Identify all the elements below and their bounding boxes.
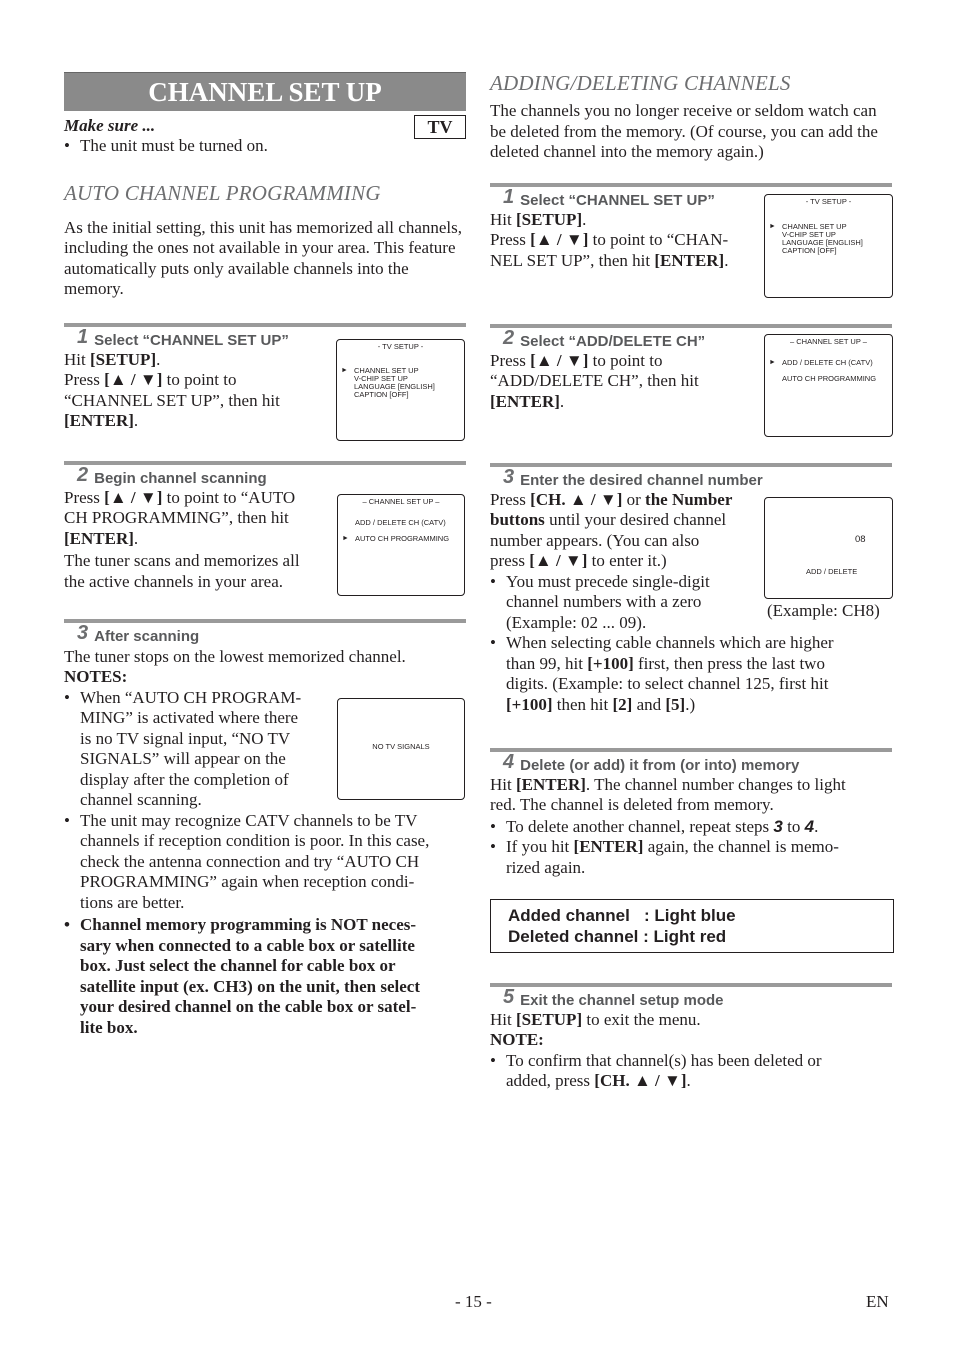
channel-setup-screen: – CHANNEL SET UP – ► ADD / DELETE CH (CATV) AUTO CH PROGRAMMING — [764, 334, 893, 437]
adding-heading: ADDING/DELETING CHANNELS — [490, 71, 791, 95]
add-step-4 — [490, 748, 892, 983]
note-item: • To confirm that channel(s) has been deleted or added, press [CH. ▲ / ▼]. — [490, 1051, 892, 1092]
menu-cursor-icon: ► — [769, 222, 776, 230]
make-sure-item: • The unit must be turned on. — [64, 136, 466, 157]
auto-step-1 — [64, 323, 466, 461]
tv-setup-screen: - TV SETUP - ► CHANNEL SET UP V-CHIP SET UP LANGUAGE [ENGLISH] CAPTION [OFF] — [764, 194, 893, 298]
step-body: Hit [SETUP]. Press [▲ / ▼] to point to “CHANNEL SET UP”, then hit [ENTER]. — [64, 349, 280, 430]
step-title: Select “CHANNEL SET UP” — [94, 331, 289, 349]
example-caption: (Example: CH8) — [767, 600, 880, 620]
step-heading: 3 After scanning — [77, 621, 200, 645]
note-item: • To delete another channel, repeat steps 3 to 4. — [490, 817, 892, 838]
right-column — [490, 72, 892, 1092]
step-body: Hit [ENTER]. The channel number changes to light red. The channel is deleted from memory. — [490, 774, 846, 814]
step-body: Press [▲ / ▼] to point to “AUTO CH PROGRAMMING”, then hit [ENTER]. The tuner scans and memorizes all the active channels in your area. — [64, 487, 300, 591]
add-delete-screen: 08 ADD / DELETE — [764, 497, 893, 599]
tv-setup-screen: - TV SETUP - ► CHANNEL SET UP V-CHIP SET UP LANGUAGE [ENGLISH] CAPTION [OFF] — [336, 339, 465, 441]
step-body: Press [▲ / ▼] to point to “ADD/DELETE CH”, then hit [ENTER]. — [490, 350, 699, 411]
left-column — [64, 72, 466, 1038]
note-item: • When selecting cable channels which are higher than 99, hit [+100] first, then press the last two digits. (Example: to select channel 125, first hit [+100] then hit [2] and [5].) — [490, 633, 892, 715]
note-item: • When “AUTO CH PROGRAM- MING” is activated where there is no TV signal input, “NO TV SIGNALS” will appear on the display after the completion of channel scanning. — [64, 688, 466, 811]
language-code: EN — [866, 1292, 889, 1311]
note-item: • You must precede single-digit channel numbers with a zero (Example: 02 ... 09). — [490, 572, 892, 634]
menu-cursor-icon: ► — [769, 358, 776, 366]
auto-step-2 — [64, 461, 466, 619]
step-heading: 2 Begin channel scanning — [77, 463, 267, 487]
menu-cursor-icon: ► — [342, 534, 349, 542]
tv-tag: TV — [414, 115, 466, 139]
page-title: CHANNEL SET UP — [64, 72, 466, 111]
adding-intro: The channels you no longer receive or seldom watch can be deleted from the memory. (Of course, you can add the deleted channel into the memory again.) — [490, 101, 878, 161]
auto-step-3: 3 After scanning The tuner stops on the lowest memorized channel. NOTES: • When “AUTO CH PROGRAM- MING” is activated where there is no TV signal input, “NO TV SIGNALS” will appear on the display after the completion of channel scanning. • The unit may recognize CATV channels to be TV channels if reception condition is poor. In this case, check the antenna connection and try “AUTO CH PROGRAMMING” again when reception condi- tions are better. • Channel memory programming is NOT neces- sary when connected to a cable box or satellite box. Just select the channel for cable box or satellite input (ex. CH3) on the unit, then select your desired channel on the cable box or satel- lite box. NO TV SIGNALS — [64, 619, 466, 1039]
menu-cursor-icon: ► — [341, 366, 348, 374]
channel-setup-screen: – CHANNEL SET UP – ADD / DELETE CH (CATV) ► AUTO CH PROGRAMMING — [337, 494, 465, 596]
auto-intro: As the initial setting, this unit has memorized all channels, including the ones not available in your area. This feature automatically puts only available channels into the memory. — [64, 217, 463, 298]
make-sure-label: Make sure ... — [64, 116, 156, 135]
add-step-5 — [490, 983, 892, 1092]
note-item: • If you hit [ENTER] again, the channel is memo- rized again. — [490, 837, 892, 878]
make-sure-row — [64, 116, 466, 136]
auto-heading: AUTO CHANNEL PROGRAMMING — [64, 180, 381, 205]
step-heading: 2 Select “ADD/DELETE CH” — [503, 326, 706, 350]
page-number: - 15 - — [455, 1292, 492, 1311]
step-body: Press [CH. ▲ / ▼] or the Number buttons until your desired channel number appears. (You can also press [▲ / ▼] to enter it.) — [490, 489, 733, 570]
color-legend-box: Added channel : Light blue Deleted channel : Light red — [490, 899, 894, 953]
note-item: • Channel memory programming is NOT neces- sary when connected to a cable box or satellite box. Just select the channel for cable box or satellite input (ex. CH3) on the unit, then select your desired channel on the cable box or satel- lite box. — [64, 915, 466, 1038]
add-step-2 — [490, 324, 892, 463]
step-heading: 5 Exit the channel setup mode — [503, 985, 724, 1009]
step-heading: 4 Delete (or add) it from (or into) memory — [503, 750, 800, 774]
step-body: Hit [SETUP]. Press [▲ / ▼] to point to “CHAN- NEL SET UP”, then hit [ENTER]. — [490, 209, 729, 270]
add-step-1 — [490, 183, 892, 324]
step-heading: 1 Select “CHANNEL SET UP” — [503, 185, 715, 209]
step-heading: 3 Enter the desired channel number — [503, 465, 763, 489]
step-body: Hit [SETUP] to exit the menu. NOTE: — [490, 1009, 701, 1049]
no-signal-screen: NO TV SIGNALS — [337, 698, 465, 800]
note-item: • The unit may recognize CATV channels to be TV channels if reception condition is poor. In this case, check the antenna connection and try “AUTO CH PROGRAMMING” again when reception condi- tions are better. — [64, 811, 466, 914]
step-number: 1 — [77, 325, 89, 348]
add-step-3 — [490, 463, 892, 748]
